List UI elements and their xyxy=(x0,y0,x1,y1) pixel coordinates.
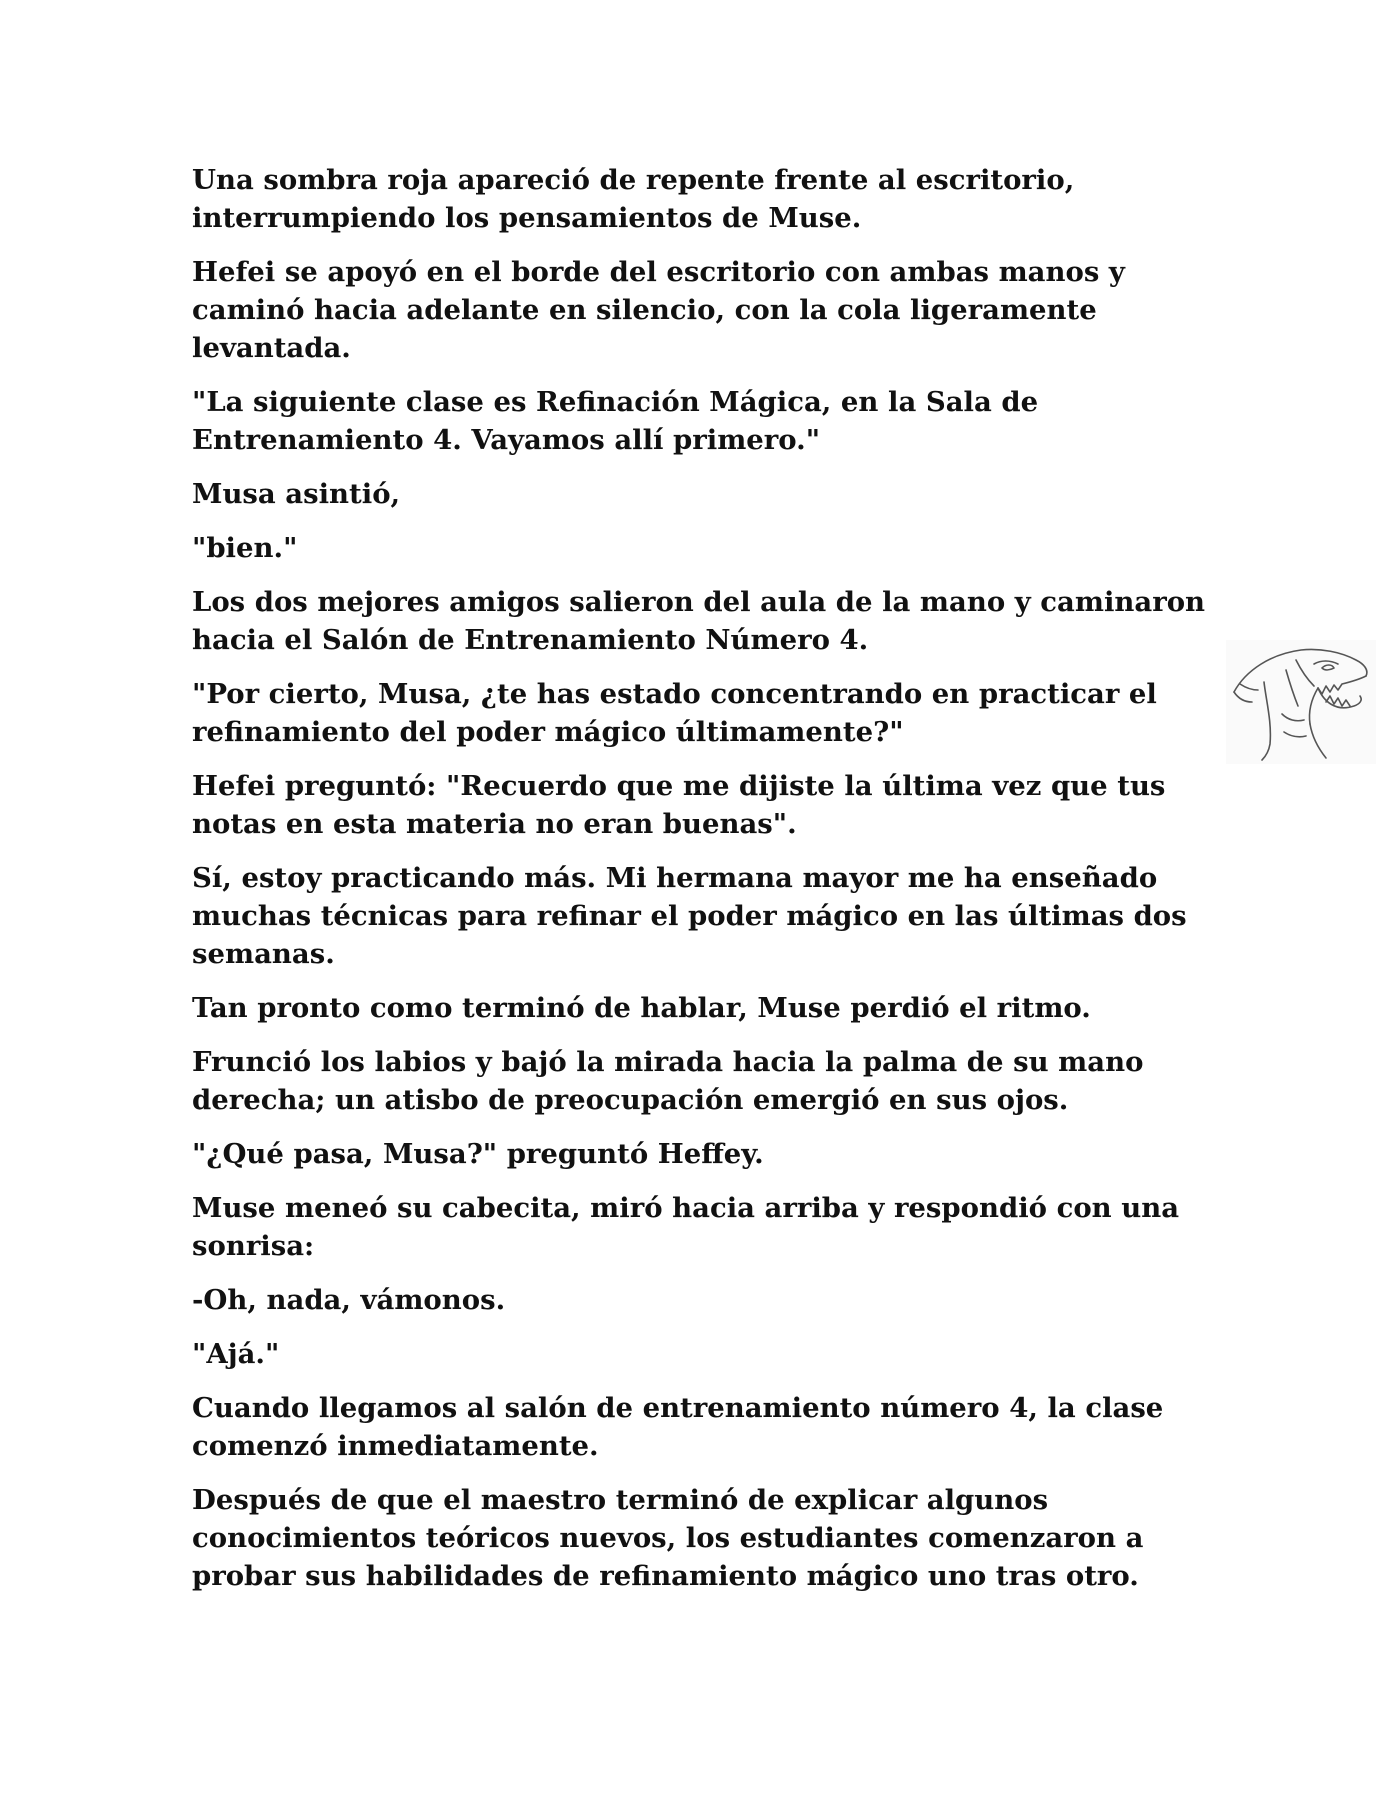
story-text xyxy=(192,161,1232,1611)
paragraph: "Por cierto, Musa, ¿te has estado concentrando en practicar el refinamiento del poder mágico últimamente?" xyxy=(192,678,1157,748)
paragraph: "La siguiente clase es Refinación Mágica, en la Sala de Entrenamiento 4. Vayamos allí primero." xyxy=(192,386,1039,456)
paragraph: Hefei se apoyó en el borde del escritorio con ambas manos y caminó hacia adelante en silencio, con la cola ligeramente levantada. xyxy=(192,256,1125,364)
paragraph: Hefei preguntó: "Recuerdo que me dijiste la última vez que tus notas en esta materia no eran buenas". xyxy=(192,770,1166,840)
paragraph: Musa asintió, xyxy=(192,478,401,510)
paragraph: "Ajá." xyxy=(192,1338,280,1370)
paragraph: -Oh, nada, vámonos. xyxy=(192,1284,506,1316)
paragraph: Los dos mejores amigos salieron del aula de la mano y caminaron hacia el Salón de Entrenamiento Número 4. xyxy=(192,586,1206,656)
paragraph: Sí, estoy practicando más. Mi hermana mayor me ha enseñado muchas técnicas para refinar el poder mágico en las últimas dos semanas. xyxy=(192,862,1187,970)
dinosaur-sketch-icon xyxy=(1226,640,1376,764)
paragraph: Después de que el maestro terminó de explicar algunos conocimientos teóricos nuevos, los estudiantes comenzaron a probar sus habilidades de refinamiento mágico uno tras otro. xyxy=(192,1484,1144,1592)
paragraph: Cuando llegamos al salón de entrenamiento número 4, la clase comenzó inmediatamente. xyxy=(192,1392,1164,1462)
paragraph: Tan pronto como terminó de hablar, Muse perdió el ritmo. xyxy=(192,992,1091,1024)
paragraph: Frunció los labios y bajó la mirada hacia la palma de su mano derecha; un atisbo de preocupación emergió en sus ojos. xyxy=(192,1046,1144,1116)
paragraph: "bien." xyxy=(192,532,298,564)
paragraph: "¿Qué pasa, Musa?" preguntó Heffey. xyxy=(192,1138,764,1170)
paragraph: Muse meneó su cabecita, miró hacia arriba y respondió con una sonrisa: xyxy=(192,1192,1180,1262)
paragraph: Una sombra roja apareció de repente frente al escritorio, interrumpiendo los pensamientos de Muse. xyxy=(192,164,1075,234)
